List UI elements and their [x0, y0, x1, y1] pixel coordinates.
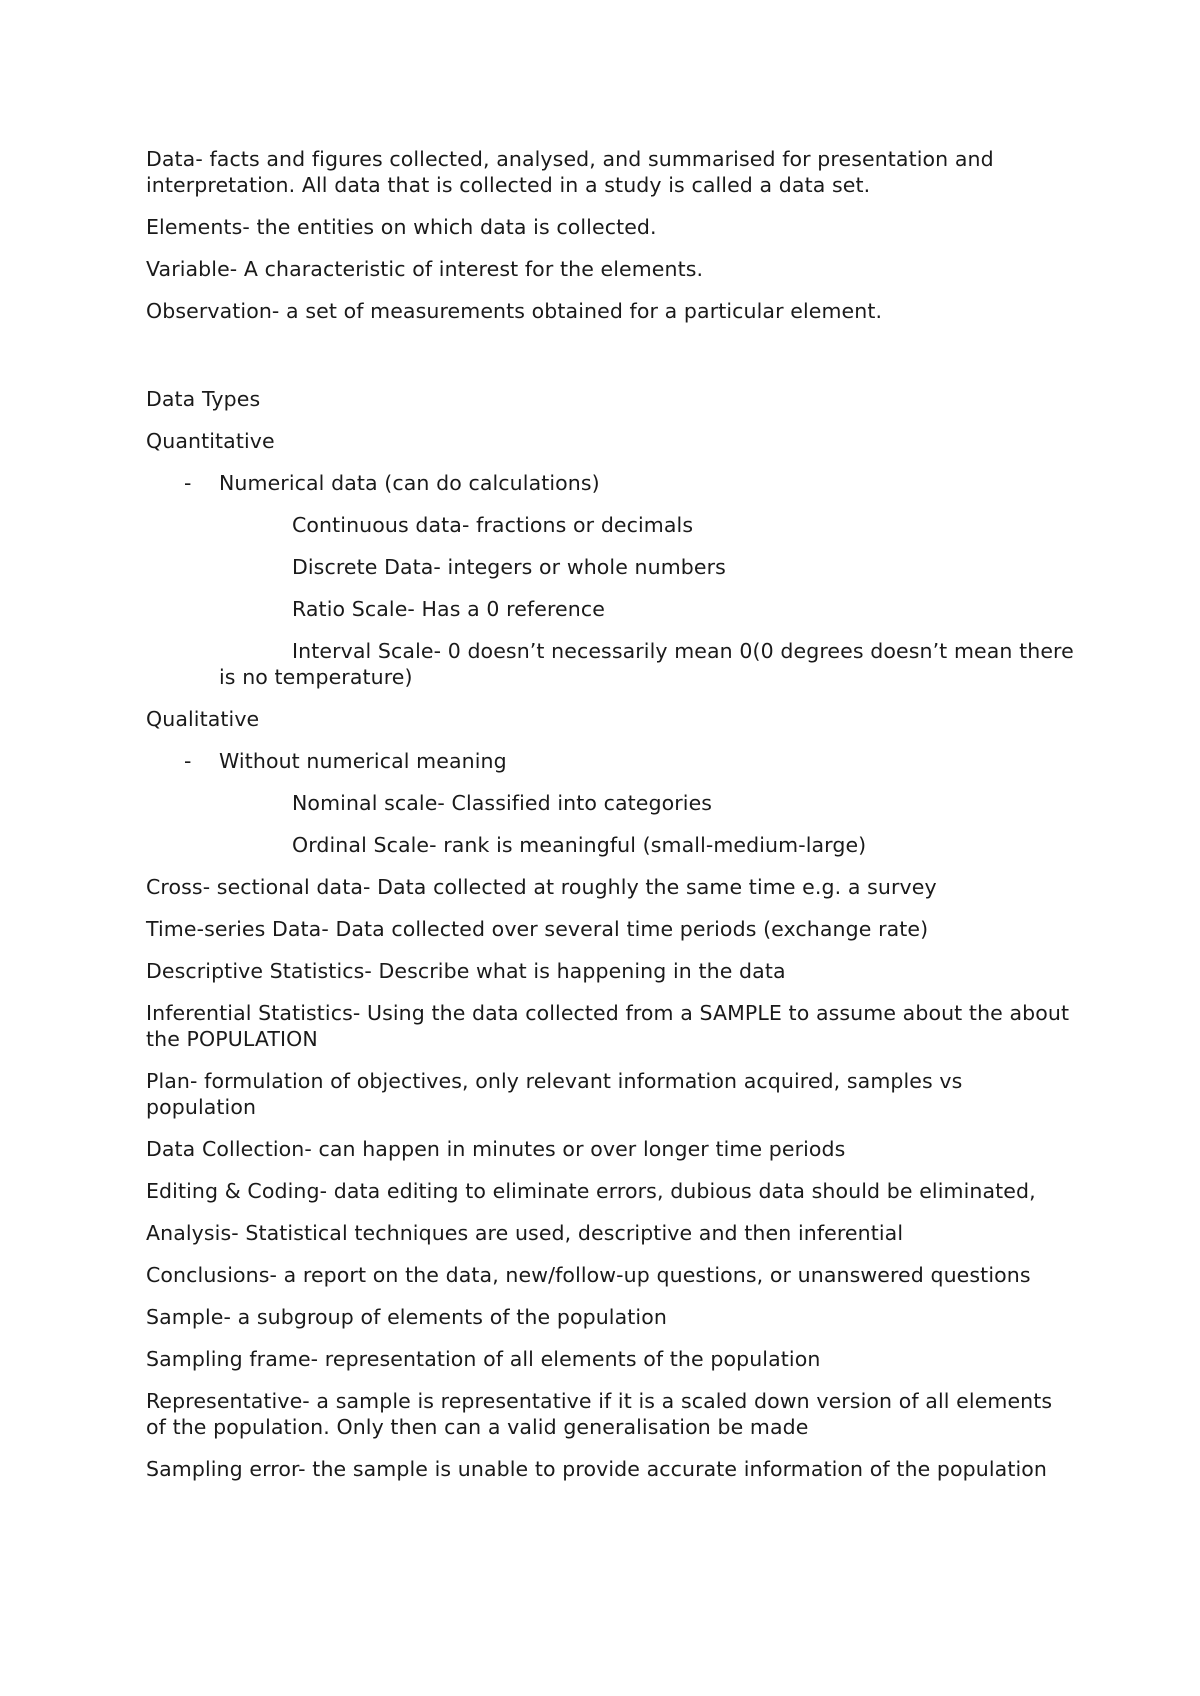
- term-descriptive-statistics: Descriptive Statistics- Describe what is happening in the data: [146, 959, 786, 983]
- bullet-text: Without numerical meaning: [219, 749, 507, 773]
- item-nominal-scale: Nominal scale- Classified into categories: [292, 791, 713, 815]
- item-ordinal-scale: Ordinal Scale- rank is meaningful (small-medium-large): [292, 833, 867, 857]
- bullet-numerical-data: [146, 470, 1076, 496]
- item-interval-scale: Interval Scale- 0 doesn’t necessarily mean 0(0 degrees doesn’t mean there is no temperature): [219, 639, 1074, 689]
- term-time-series-data: Time-series Data- Data collected over several time periods (exchange rate): [146, 917, 929, 941]
- term-representative: Representative- a sample is representative if it is a scaled down version of all elements of the population. Only then can a valid generalisation be made: [146, 1389, 1053, 1439]
- term-analysis: Analysis- Statistical techniques are used, descriptive and then inferential: [146, 1221, 904, 1245]
- term-editing-coding: Editing & Coding- data editing to eliminate errors, dubious data should be eliminated,: [146, 1179, 1036, 1203]
- heading-qualitative: Qualitative: [146, 707, 260, 731]
- dash-bullet-marker: -: [184, 471, 192, 495]
- bullet-text: Numerical data (can do calculations): [219, 471, 600, 495]
- section-heading-data-types: Data Types: [146, 387, 261, 411]
- bullet-without-numerical-meaning: [146, 748, 1076, 774]
- term-conclusions: Conclusions- a report on the data, new/follow-up questions, or unanswered questions: [146, 1263, 1031, 1287]
- definition-observation: Observation- a set of measurements obtained for a particular element.: [146, 299, 883, 323]
- heading-quantitative: Quantitative: [146, 429, 275, 453]
- document-body: [146, 146, 1076, 1498]
- item-continuous-data: Continuous data- fractions or decimals: [292, 513, 694, 537]
- term-sampling-frame: Sampling frame- representation of all elements of the population: [146, 1347, 821, 1371]
- term-cross-sectional-data: Cross- sectional data- Data collected at roughly the same time e.g. a survey: [146, 875, 937, 899]
- dash-bullet-marker: -: [184, 749, 192, 773]
- term-inferential-statistics: Inferential Statistics- Using the data collected from a SAMPLE to assume about the about the POPULATION: [146, 1001, 1070, 1051]
- term-sampling-error: Sampling error- the sample is unable to provide accurate information of the population: [146, 1457, 1047, 1481]
- spacer: [146, 340, 1076, 386]
- term-plan: Plan- formulation of objectives, only relevant information acquired, samples vs population: [146, 1069, 963, 1119]
- definition-elements: Elements- the entities on which data is collected.: [146, 215, 657, 239]
- definition-data: Data- facts and figures collected, analysed, and summarised for presentation and interpretation. All data that is collected in a study is called a data set.: [146, 147, 994, 197]
- item-discrete-data: Discrete Data- integers or whole numbers: [292, 555, 726, 579]
- definition-variable: Variable- A characteristic of interest for the elements.: [146, 257, 704, 281]
- term-sample: Sample- a subgroup of elements of the population: [146, 1305, 667, 1329]
- item-ratio-scale: Ratio Scale- Has a 0 reference: [292, 597, 605, 621]
- term-data-collection: Data Collection- can happen in minutes or over longer time periods: [146, 1137, 846, 1161]
